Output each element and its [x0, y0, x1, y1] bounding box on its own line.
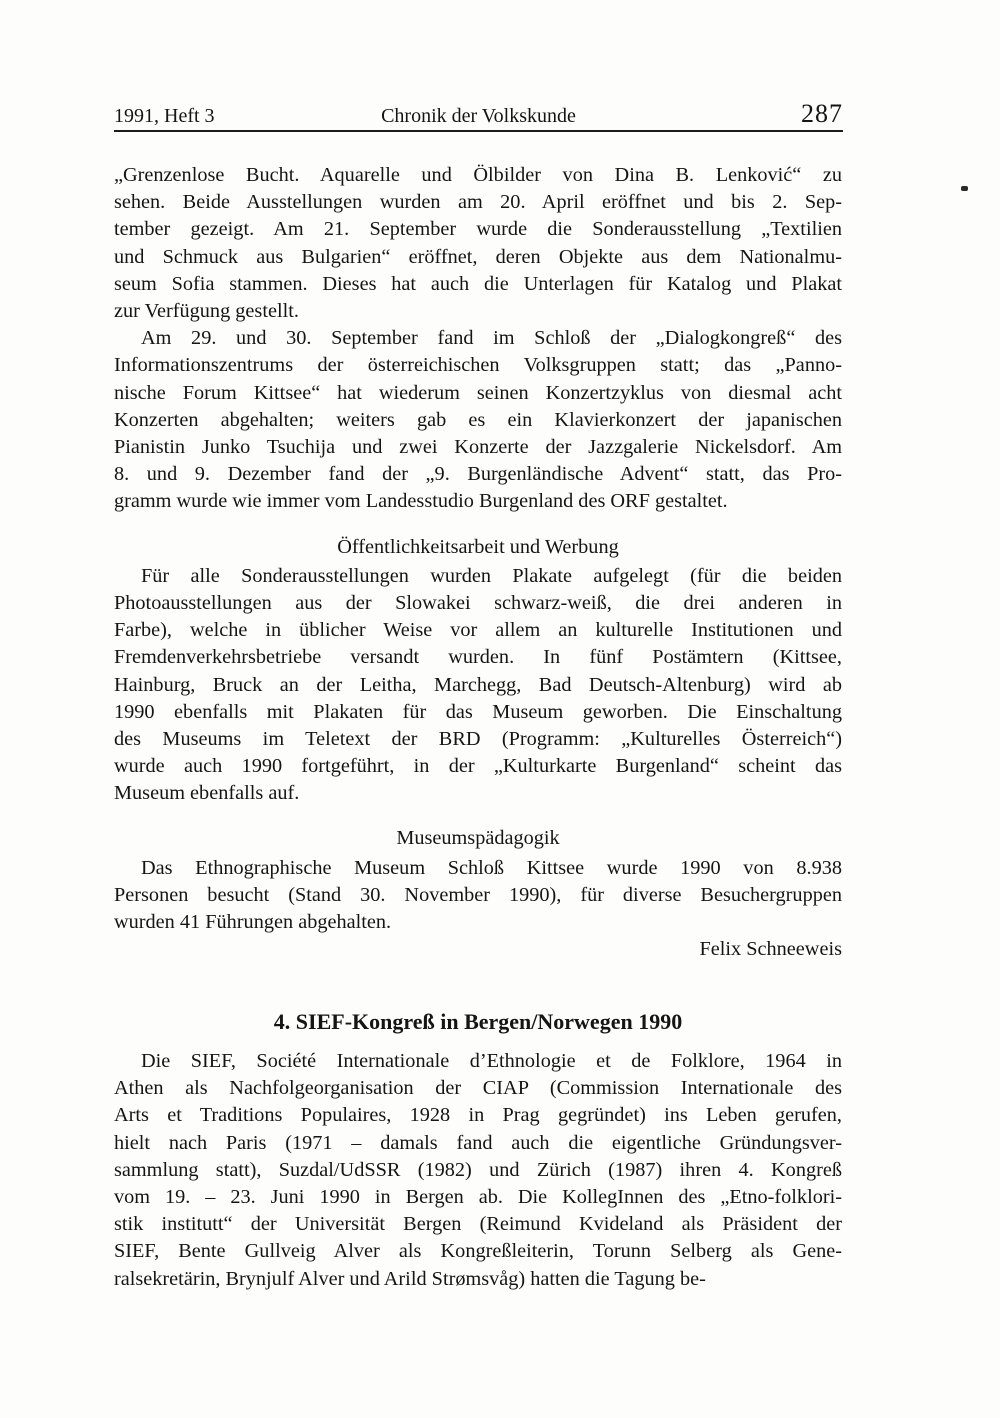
text-line: 8. und 9. Dezember fand der „9. Burgenländische Advent“ statt, das Pro-	[114, 463, 842, 486]
paragraph-public-relations	[114, 563, 842, 808]
scan-artifact-dot	[961, 186, 968, 191]
text-line: des Museums im Teletext der BRD (Programm: „Kulturelles Österreich“)	[114, 728, 842, 751]
text-line: sammlung statt), Suzdal/UdSSR (1982) und Zürich (1987) ihren 4. Kongreß	[114, 1158, 842, 1181]
text-line: „Grenzenlose Bucht. Aquarelle und Ölbilder von Dina B. Lenković“ zu	[114, 164, 842, 186]
section-heading-public-relations: Öffentlichkeitsarbeit und Werbung	[337, 535, 619, 558]
author-signature: Felix Schneeweis	[699, 938, 842, 961]
section-heading-museum-education: Museumspädagogik	[396, 826, 560, 849]
text-line: Fremdenverkehrsbetriebe versandt wurden. In fünf Postämtern (Kittsee,	[114, 646, 842, 669]
article-heading-sief-congress: 4. SIEF-Kongreß in Bergen/Norwegen 1990	[273, 1008, 683, 1034]
text-line: Konzerten abgehalten; weiters gab es ein Klavierkonzert der japanischen	[114, 408, 842, 431]
text-line: 1990 ebenfalls mit Plakaten für das Museum geworben. Die Einschaltung	[114, 700, 842, 723]
text-line: Am 29. und 30. September fand im Schloß der „Dialogkongreß“ des	[141, 327, 842, 350]
text-line: Arts et Traditions Populaires, 1928 in Prag gegründet) ins Leben gerufen,	[114, 1104, 842, 1127]
text-line: wurden 41 Führungen abgehalten.	[114, 911, 392, 934]
text-line: wurde auch 1990 fortgeführt, in der „Kulturkarte Burgenland“ scheint das	[114, 755, 842, 778]
page-body	[114, 162, 842, 1293]
text-line: und Schmuck aus Bulgarien“ eröffnet, deren Objekte aus dem Nationalmu-	[114, 245, 842, 268]
text-line: stik institutt“ der Universität Bergen (Reimund Kvideland als Präsident der	[114, 1213, 842, 1236]
text-line: ralsekretärin, Brynjulf Alver und Arild Strømsvåg) hatten die Tagung be-	[114, 1267, 706, 1290]
text-line: seum Sofia stammen. Dieses hat auch die Unterlagen für Katalog und Plakat	[114, 272, 842, 295]
text-line: Für alle Sonderausstellungen wurden Plakate aufgelegt (für die beiden	[141, 564, 842, 587]
paragraph-exhibitions	[114, 162, 842, 325]
text-line: tember gezeigt. Am 21. September wurde die Sonderausstellung „Textilien	[114, 218, 842, 241]
text-line: Die SIEF, Société Internationale d’Ethnologie et de Folklore, 1964 in	[141, 1049, 842, 1072]
text-line: vom 19. – 23. Juni 1990 in Bergen ab. Die KollegInnen des „Etno-folklori-	[114, 1185, 842, 1208]
header-journal-title: Chronik der Volkskunde	[381, 105, 576, 127]
page-header	[114, 99, 843, 129]
paragraph-sief-congress	[114, 1048, 842, 1293]
header-page-number: 287	[801, 99, 843, 128]
text-line: Photoausstellungen aus der Slowakei schwarz-weiß, die drei anderen in	[114, 592, 842, 615]
header-issue: 1991, Heft 3	[114, 105, 215, 127]
text-line: zur Verfügung gestellt.	[114, 300, 299, 323]
text-line: Farbe), welche in üblicher Weise vor allem an kulturelle Institutionen und	[114, 619, 842, 642]
text-line: Informationszentrums der österreichischen Volksgruppen statt; das „Panno-	[114, 354, 842, 377]
text-line: hielt nach Paris (1971 – damals fand auch die eigentliche Gründungsver-	[114, 1131, 842, 1154]
text-line: nische Forum Kittsee“ hat wiederum seinen Konzertzyklus von diesmal acht	[114, 381, 842, 404]
text-line: sehen. Beide Ausstellungen wurden am 20. April eröffnet und bis 2. Sep-	[114, 191, 842, 214]
text-line: Athen als Nachfolgeorganisation der CIAP (Commission Internationale des	[114, 1077, 842, 1100]
paragraph-events	[114, 325, 842, 515]
text-line: Hainburg, Bruck an der Leitha, Marchegg, Bad Deutsch-Altenburg) wird ab	[114, 673, 842, 696]
text-line: Museum ebenfalls auf.	[114, 782, 300, 805]
text-line: gramm wurde wie immer vom Landesstudio Burgenland des ORF gestaltet.	[114, 490, 728, 513]
paragraph-museum-education	[114, 855, 842, 937]
text-line: Das Ethnographische Museum Schloß Kittsee wurde 1990 von 8.938	[141, 856, 842, 879]
text-line: Pianistin Junko Tsuchija und zwei Konzerte der Jazzgalerie Nickelsdorf. Am	[114, 436, 842, 459]
text-line: SIEF, Bente Gullveig Alver als Kongreßleiterin, Torunn Selberg als Gene-	[114, 1240, 842, 1263]
header-rule	[114, 130, 843, 132]
text-line: Personen besucht (Stand 30. November 1990), für diverse Besuchergruppen	[114, 884, 842, 907]
